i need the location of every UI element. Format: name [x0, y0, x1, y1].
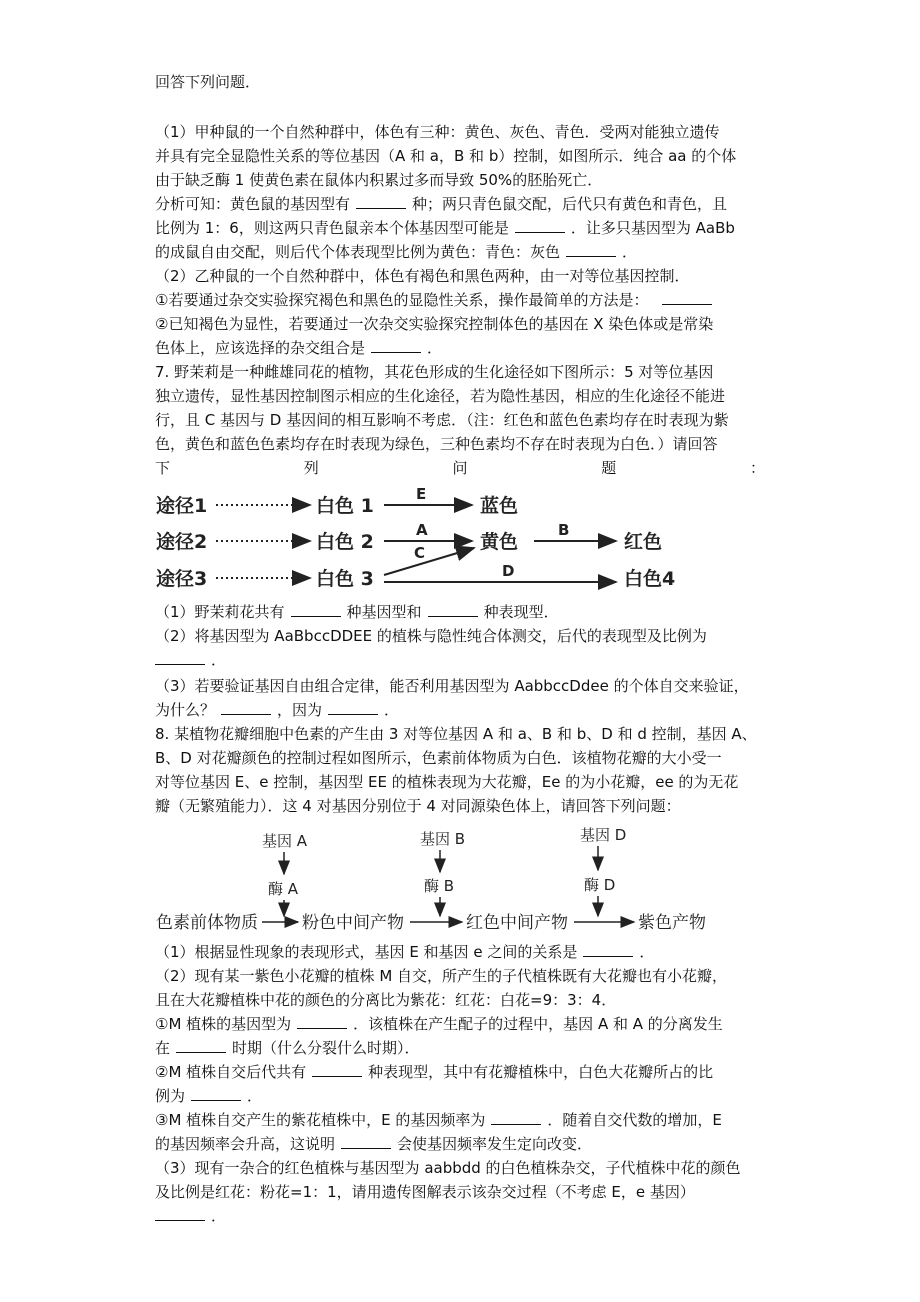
text-line: ②已知褐色为显性，若要通过一次杂交实验探究控制体色的基因在 X 染色体或是常染 — [155, 315, 714, 333]
gene-c-label: C — [414, 544, 426, 562]
white2-label: 白色 2 — [316, 531, 374, 553]
text-line: 独立遗传，显性基因控制图示相应的生化途径，若为隐性基因，相应的生化途径不能进 — [155, 387, 726, 405]
text-line: ． — [155, 1206, 226, 1226]
text-line: 分析可知：黄色鼠的基因型有 种；两只青色鼠交配，后代只有黄色和青色，且 — [155, 195, 728, 213]
text-line: 的成鼠自由交配，则后代个体表现型比例为黄色：青色：灰色 ． — [155, 243, 638, 261]
text-line: 行，且 C 基因与 D 基因间的相互影响不考虑．（注：红色和蓝色色素均存在时表现为紫 — [155, 411, 729, 429]
answer-blank — [662, 290, 712, 305]
text-line: 对等位基因 E、e 控制，基因型 EE 的植株表现为大花瓣，Ee 的为小花瓣，ee 的为无花 — [155, 773, 739, 791]
answer-blank — [291, 602, 341, 617]
answer-blank — [583, 942, 633, 957]
enzyme-d-label: 酶 D — [584, 876, 616, 894]
text-line: ①M 植株的基因型为 ．该植株在产生配子的过程中，基因 A 和 A 的分离发生 — [155, 1015, 723, 1033]
answer-blank — [371, 338, 421, 353]
text-line: 例为 ． — [155, 1087, 263, 1105]
path1-label: 途径1 — [156, 495, 208, 517]
text-line-justified: 下 列 问 题 ： — [155, 459, 765, 477]
text-line: ③M 植株自交产生的紫花植株中，E 的基因频率为 ．随着自交代数的增加，E — [155, 1111, 722, 1129]
answer-blank — [341, 1134, 391, 1149]
answer-blank — [328, 700, 378, 715]
gene-a-label: 基因 A — [262, 832, 308, 850]
text-line: 色，黄色和蓝色色素均存在时表现为绿色，三种色素均不存在时表现为白色．）请回答 — [155, 435, 718, 453]
text-line: （3）现有一杂合的红色植株与基因型为 aabbdd 的白色植株杂交，子代植株中花的颜色 — [155, 1159, 741, 1177]
text-line: ． — [155, 650, 226, 670]
text-line: （1）野茉莉花共有 种基因型和 种表现型． — [155, 603, 559, 621]
answer-blank — [428, 602, 478, 617]
text-line: （1）甲种鼠的一个自然种群中，体色有三种：黄色、灰色、青色．受两对能独立遗传 — [155, 123, 720, 141]
text-line: 为什么？ ，因为 ． — [155, 701, 400, 719]
enzyme-b-label: 酶 B — [424, 877, 455, 895]
pigment-diagram — [150, 822, 710, 938]
text-line: 及比例是红花：粉花=1：1，请用遗传图解表示该杂交过程（不考虑 E，e 基因） — [155, 1183, 695, 1201]
red-label: 红色 — [624, 531, 663, 553]
answer-blank — [176, 1038, 226, 1053]
path2-label: 途径2 — [156, 531, 208, 553]
white4-label: 白色4 — [624, 568, 676, 590]
pink-intermediate-label: 粉色中间产物 — [302, 913, 404, 933]
white1-label: 白色 1 — [316, 495, 374, 517]
answer-blank — [297, 1014, 347, 1029]
gene-d-label: D — [502, 562, 515, 580]
text-line: 并具有完全显隐性关系的等位基因（A 和 a，B 和 b）控制，如图所示．纯合 aa 的个体 — [155, 147, 737, 165]
gene-a-label: A — [416, 521, 428, 539]
answer-blank — [491, 1110, 541, 1125]
answer-blank — [221, 700, 271, 715]
answer-blank — [312, 1062, 362, 1077]
text-line: B、D 对花瓣颜色的控制过程如图所示，色素前体物质为白色．该植物花瓣的大小受一 — [155, 749, 722, 767]
gene-b-label: B — [558, 521, 570, 539]
text-line: 且在大花瓣植株中花的颜色的分离比为紫花：红花：白花=9：3：4． — [155, 991, 617, 1009]
answer-blank — [191, 1086, 241, 1101]
pathway-diagram — [150, 482, 710, 600]
text-line: 在 时期（什么分裂什么时期）． — [155, 1039, 420, 1057]
enzyme-a-label: 酶 A — [268, 880, 299, 898]
text-line: （2）现有某一紫色小花瓣的植株 M 自交，所产生的子代植株既有大花瓣也有小花瓣， — [155, 967, 728, 985]
red-intermediate-label: 红色中间产物 — [466, 913, 568, 933]
gene-e-label: E — [416, 485, 427, 503]
gene-b-label: 基因 B — [420, 830, 466, 848]
text-line: 色体上，应该选择的杂交组合是 ． — [155, 339, 443, 357]
text-line: （2）乙种鼠的一个自然种群中，体色有褐色和黑色两种，由一对等位基因控制． — [155, 267, 690, 285]
purple-product-label: 紫色产物 — [638, 913, 706, 933]
text-line: （2）将基因型为 AaBbccDDEE 的植株与隐性纯合体测交，后代的表现型及比例为 — [155, 627, 707, 645]
yellow-label: 黄色 — [480, 531, 519, 553]
path3-label: 途径3 — [156, 568, 208, 590]
precursor-label: 色素前体物质 — [156, 913, 258, 933]
white3-label: 白色 3 — [316, 568, 374, 590]
blue-label: 蓝色 — [480, 495, 519, 517]
answer-blank — [155, 1206, 205, 1221]
text-line: （3）若要验证基因自由组合定律，能否利用基因型为 AabbccDdee 的个体自交来验证， — [155, 677, 749, 695]
answer-blank — [515, 218, 565, 233]
text-line: ①若要通过杂交实验探究褐色和黑色的显隐性关系，操作最简单的方法是： — [155, 290, 718, 310]
text-line: 回答下列问题． — [155, 73, 261, 91]
answer-blank — [356, 194, 406, 209]
answer-blank — [155, 650, 205, 665]
text-line: 瓣（无繁殖能力）．这 4 对基因分别位于 4 对同源染色体上，请回答下列问题： — [155, 797, 681, 815]
text-line: （1）根据显性现象的表现形式，基因 E 和基因 e 之间的关系是 ． — [155, 943, 655, 961]
answer-blank — [566, 242, 616, 257]
text-line: 的基因频率会升高，这说明 会使基因频率发生定向改变． — [155, 1135, 593, 1153]
gene-d-label: 基因 D — [580, 826, 627, 844]
text-line: 由于缺乏酶 1 使黄色素在鼠体内积累过多而导致 50%的胚胎死亡． — [155, 171, 603, 189]
text-line: 8. 某植物花瓣细胞中色素的产生由 3 对等位基因 A 和 a、B 和 b、D 和 d 控制，基因 A、 — [155, 725, 757, 743]
text-line: 比例为 1：6，则这两只青色鼠亲本个体基因型可能是 ．让多只基因型为 AaBb — [155, 219, 735, 237]
text-line: 7. 野茉莉是一种雌雄同花的植物，其花色形成的生化途径如下图所示：5 对等位基因 — [155, 363, 714, 381]
text-line: ②M 植株自交后代共有 种表现型，其中有花瓣植株中，白色大花瓣所占的比 — [155, 1063, 714, 1081]
